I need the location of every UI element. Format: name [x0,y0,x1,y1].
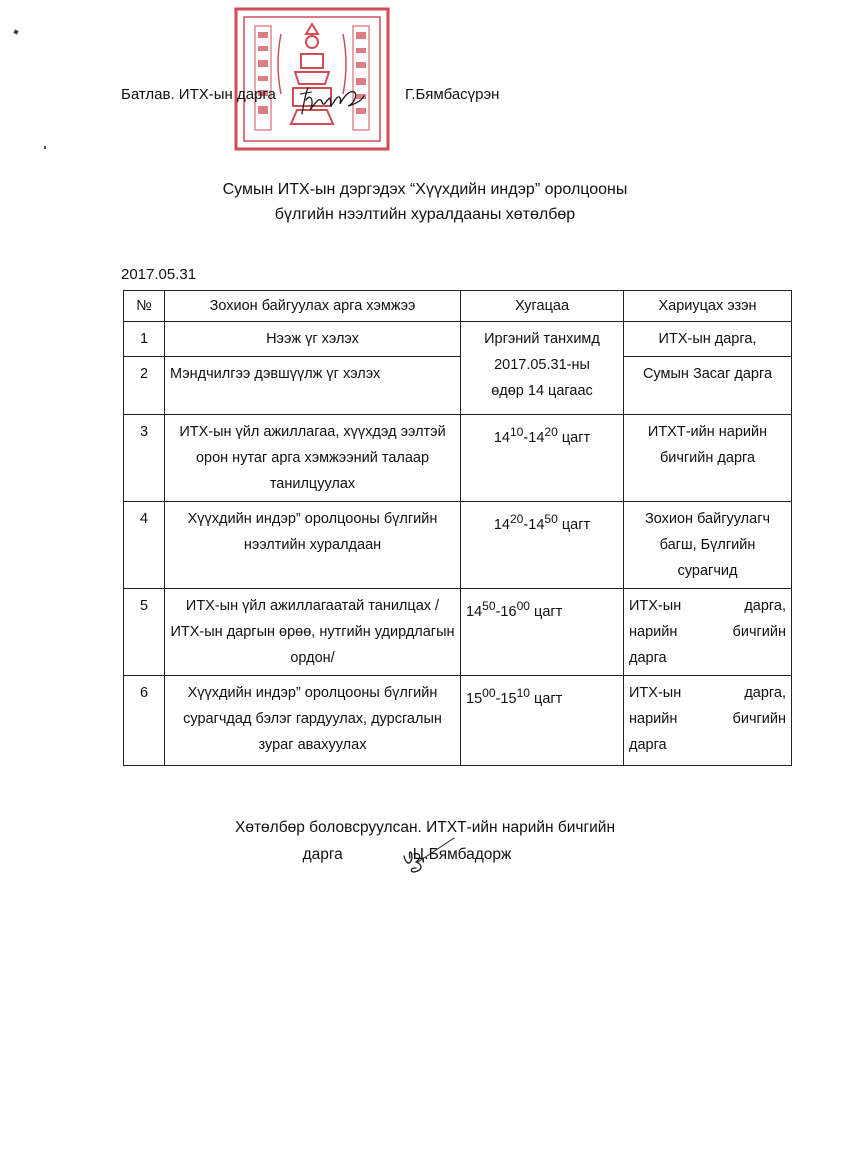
row-activity: Нээж үг хэлэх [165,322,461,357]
time-min-start: 50 [482,599,496,613]
footer-line-1: Хөтөлбөр боловсруулсан. ИТХТ-ийн нарийн бичгийн [234,819,616,836]
header-responsible: Хариуцах эзэн [624,291,792,322]
row-activity: ИТХ-ын үйл ажиллагаатай танилцах /ИТХ-ын даргын өрөө, нутгийн удирдлагын ордон/ [165,589,461,676]
row-time [461,322,624,415]
table-row [124,415,792,502]
row-activity: Хүүхдийн индэр” оролцооны бүлгийн нээлтийн хуралдаан [165,502,461,589]
time-line: 2017.05.31-ны [494,357,590,373]
row-no: 4 [124,502,165,589]
table-row [124,589,792,676]
time-hour-end: 15 [500,690,517,707]
row-time: $15^{00}-15^{10}$ цагт [461,676,624,766]
row-responsible [624,589,792,676]
table-row [124,676,792,766]
time-min-end: 00 [516,599,530,613]
header-activity: Зохион байгуулах арга хэмжээ [165,291,461,322]
time-hour-start: 14 [466,603,483,620]
time-hour-start: 14 [493,516,510,533]
time-min-end: 50 [544,512,558,526]
time-suffix: цагт [557,516,591,533]
table-row [124,322,792,357]
schedule-table [123,290,792,766]
time-hour-start: 14 [493,429,510,446]
row-responsible: ИТХ-ын дарга, [624,322,792,357]
row-activity: ИТХ-ын үйл ажиллагаа, хүүхдэд ээлтэй орон нутаг арга хэмжээний талаар танилцуулах [165,415,461,502]
table-header-row [124,291,792,322]
responsible-line: ИТХ-ын дарга, [629,598,786,614]
time-min-start: 20 [509,512,524,526]
document-title [0,177,850,227]
row-responsible: ИТХТ-ийн нарийн бичгийн дарга [624,415,792,502]
time-suffix: цагт [530,603,563,620]
approval-line [121,86,500,103]
document-date: 2017.05.31 [121,266,197,283]
row-no: 5 [124,589,165,676]
row-activity: Мэндчилгээ дэвшүүлж үг хэлэх [165,357,461,415]
responsible-line: нарийн бичгийн [629,711,786,727]
footer-role: дарга [302,846,343,863]
time-hour-end: 14 [528,516,545,533]
row-activity: Хүүхдийн индэр” оролцооны бүлгийн сурагчдад бэлэг гардуулах, дурсгалын зураг авахуулах [165,676,461,766]
title-line-1: Сумын ИТХ-ын дэргэдэх “Хүүхдийн индэр” оролцооны [222,181,628,198]
time-min-start: 00 [482,686,496,700]
header-no: № [124,291,165,322]
responsible-line: нарийн бичгийн [629,624,786,640]
scan-speck [44,146,46,149]
table-row [124,357,792,415]
row-no: 1 [124,322,165,357]
row-time: $14^{20}-14^{50}$ цагт [461,502,624,589]
row-time: $14^{10}-14^{20}$ цагт [461,415,624,502]
scan-speck [13,29,18,34]
time-min-end: 20 [544,425,558,439]
time-hour-end: 14 [528,429,545,446]
footer-name: Ц.Бямбадорж [412,846,512,863]
row-responsible: Сумын Засаг дарга [624,357,792,415]
row-responsible: Зохион байгуулагч багш, Бүлгийн сурагчид [624,502,792,589]
table-row [124,502,792,589]
header-time: Хугацаа [461,291,624,322]
time-suffix: цагт [530,690,563,707]
responsible-line: ИТХ-ын дарга, [629,685,786,701]
responsible-line: дарга [629,650,667,666]
official-stamp [233,6,391,152]
time-line: өдөр 14 цагаас [491,383,593,399]
time-hour-end: 16 [500,603,517,620]
responsible-line: дарга [629,737,667,753]
time-min-start: 10 [509,425,524,439]
row-no: 3 [124,415,165,502]
row-no: 6 [124,676,165,766]
preparer-signature [398,836,456,876]
row-responsible [624,676,792,766]
time-hour-start: 15 [466,690,483,707]
approval-label: Батлав. ИТХ-ын дарга [121,86,276,103]
time-line: Иргэний танхимд [484,331,600,347]
time-min-end: 10 [516,686,530,700]
title-line-2: бүлгийн нээлтийн хуралдааны хөтөлбөр [274,206,576,223]
row-no: 2 [124,357,165,415]
time-suffix: цагт [557,429,591,446]
approver-signature [298,82,368,122]
approval-name: Г.Бямбасүрэн [405,86,500,103]
row-time: $14^{50}-16^{00}$ цагт [461,589,624,676]
